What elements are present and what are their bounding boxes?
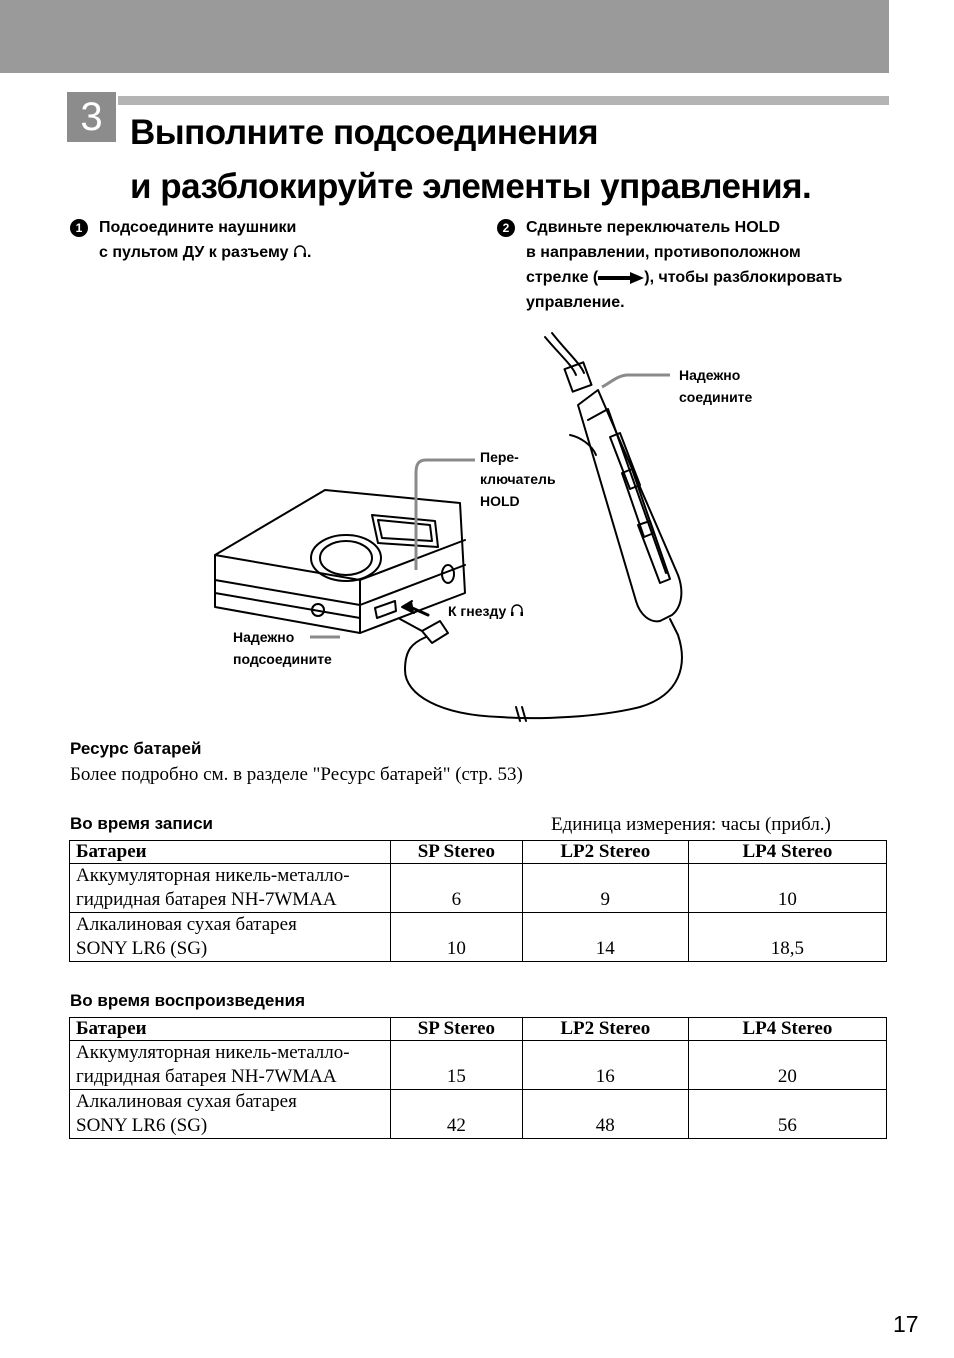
lp4-value: 20 bbox=[688, 1041, 886, 1090]
lp2-value: 14 bbox=[522, 913, 688, 962]
battery-name-line-2: SONY LR6 (SG) bbox=[76, 938, 208, 959]
battery-cell bbox=[70, 913, 391, 962]
recording-heading: Во время записи bbox=[70, 814, 213, 833]
table-header-row bbox=[70, 841, 887, 864]
label-hold-switch-line-3: HOLD bbox=[480, 493, 520, 509]
table-row bbox=[70, 913, 887, 962]
column-header-battery: Батареи bbox=[70, 841, 391, 864]
battery-name-line-2: гидридная батарея NH-7WMAA bbox=[76, 1066, 337, 1087]
sp-value: 6 bbox=[390, 864, 522, 913]
instruction-1-line-2: с пультом ДУ к разъему bbox=[99, 244, 289, 261]
battery-name-line-2: SONY LR6 (SG) bbox=[76, 1115, 208, 1136]
instruction-1-line-2-row: с пультом ДУ к разъему . bbox=[99, 244, 312, 261]
lp2-value: 48 bbox=[522, 1090, 688, 1139]
instruction-2-line-3-row bbox=[526, 265, 842, 290]
battery-name-line-1: Аккумуляторная никель-металло- bbox=[76, 865, 350, 886]
label-connect-securely-bottom-line-2: подсоедините bbox=[233, 651, 332, 667]
headphone-icon bbox=[510, 603, 524, 617]
label-connect-securely-top-line-2: соедините bbox=[679, 389, 753, 405]
label-connect-securely-top-line-1: Надежно bbox=[679, 367, 741, 383]
lp4-value: 18,5 bbox=[688, 913, 886, 962]
instruction-1-line-1: Подсоедините наушники bbox=[99, 219, 297, 236]
battery-cell bbox=[70, 1090, 391, 1139]
step-2-badge: 2 bbox=[497, 219, 515, 237]
step-number-badge: 3 bbox=[67, 92, 116, 142]
instruction-1 bbox=[75, 215, 312, 265]
lp2-value: 9 bbox=[522, 864, 688, 913]
battery-life-note: Более подробно см. в разделе "Ресурс батарей" (стр. 53) bbox=[70, 764, 523, 785]
page-title-line-2: и разблокируйте элементы управления. bbox=[130, 167, 812, 206]
battery-name-line-1: Алкалиновая сухая батарея bbox=[76, 914, 297, 935]
column-header-lp4: LP4 Stereo bbox=[688, 1018, 886, 1041]
instruction-2-line-2: в направлении, противоположном bbox=[526, 244, 801, 261]
table-row bbox=[70, 1090, 887, 1139]
label-connect-securely-bottom bbox=[233, 626, 332, 670]
sp-value: 10 bbox=[390, 913, 522, 962]
label-hold-switch bbox=[480, 446, 556, 512]
page-title-line-1: Выполните подсоединения bbox=[130, 113, 599, 152]
label-to-jack bbox=[448, 600, 524, 622]
playback-battery-table bbox=[69, 1017, 887, 1139]
page-title bbox=[130, 106, 811, 214]
table-row bbox=[70, 864, 887, 913]
headphone-icon bbox=[293, 244, 307, 258]
label-connect-securely-bottom-line-1: Надежно bbox=[233, 629, 295, 645]
table-row bbox=[70, 1041, 887, 1090]
label-to-jack-text: К гнезду bbox=[448, 603, 507, 619]
sp-value: 42 bbox=[390, 1090, 522, 1139]
table-header-row bbox=[70, 1018, 887, 1041]
column-header-battery: Батареи bbox=[70, 1018, 391, 1041]
lp2-value: 16 bbox=[522, 1041, 688, 1090]
column-header-lp2: LP2 Stereo bbox=[522, 1018, 688, 1041]
header-bar bbox=[0, 0, 889, 73]
label-hold-switch-line-1: Пере- bbox=[480, 449, 519, 465]
step-1-badge: 1 bbox=[70, 219, 88, 237]
label-connect-securely-top bbox=[679, 364, 752, 408]
battery-cell bbox=[70, 864, 391, 913]
label-hold-switch-line-2: ключатель bbox=[480, 471, 556, 487]
instruction-2 bbox=[502, 215, 843, 315]
recording-battery-table bbox=[69, 840, 887, 962]
instruction-2-line-1: Сдвиньте переключатель HOLD bbox=[526, 219, 781, 236]
page-number: 17 bbox=[893, 1311, 919, 1337]
column-header-sp: SP Stereo bbox=[390, 841, 522, 864]
connection-illustration bbox=[200, 325, 900, 725]
title-rule bbox=[118, 96, 889, 105]
sp-value: 15 bbox=[390, 1041, 522, 1090]
battery-name-line-2: гидридная батарея NH-7WMAA bbox=[76, 889, 337, 910]
lp4-value: 56 bbox=[688, 1090, 886, 1139]
instruction-2-line-4: управление. bbox=[526, 294, 625, 311]
playback-heading: Во время воспроизведения bbox=[70, 991, 306, 1010]
unit-note: Единица измерения: часы (прибл.) bbox=[551, 814, 831, 835]
instruction-2-line-3a: стрелке ( bbox=[526, 269, 599, 286]
instruction-2-line-3b: ), чтобы разблокировать bbox=[644, 269, 843, 286]
battery-name-line-1: Алкалиновая сухая батарея bbox=[76, 1091, 297, 1112]
lp4-value: 10 bbox=[688, 864, 886, 913]
column-header-lp4: LP4 Stereo bbox=[688, 841, 886, 864]
battery-life-heading: Ресурс батарей bbox=[70, 739, 202, 758]
battery-name-line-1: Аккумуляторная никель-металло- bbox=[76, 1042, 350, 1063]
right-arrow-icon bbox=[598, 272, 644, 284]
column-header-lp2: LP2 Stereo bbox=[522, 841, 688, 864]
battery-cell bbox=[70, 1041, 391, 1090]
column-header-sp: SP Stereo bbox=[390, 1018, 522, 1041]
